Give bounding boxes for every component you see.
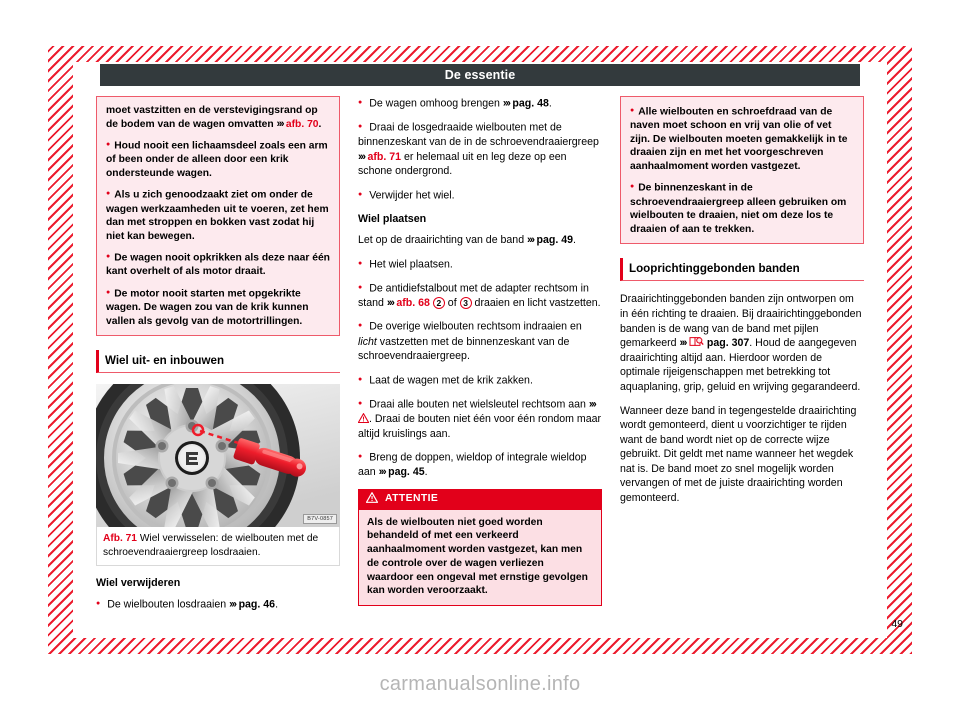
reference-arrows-icon: ››› — [229, 598, 236, 611]
middle-bullet-item — [358, 450, 602, 480]
bullet-text: Draai de losgedraaide wielbouten met de binnenzeskant van de in de schroevendraaiergreep — [358, 121, 599, 149]
reference-link-afb70[interactable]: afb. 70 — [285, 118, 319, 130]
warning-triangle-icon — [358, 413, 369, 423]
callout-number-2: 2 — [433, 297, 445, 309]
bullet-text-end: er helemaal uit en leg deze op een schone ondergrond. — [358, 150, 567, 178]
left-column — [96, 96, 340, 626]
right-paragraph-1 — [620, 292, 864, 394]
bullet-text: Breng de doppen, wieldop of integrale wieldop aan — [358, 451, 587, 479]
figure-71 — [96, 384, 340, 566]
note-bullet-text: De binnenzeskant in de schroevendraaiergreep alleen gebruiken om wielbouten te draaien, niet om deze los te draaien of aan te trekken. — [630, 182, 847, 235]
middle-bullet-item — [358, 281, 602, 311]
note-bullet-item — [630, 180, 854, 236]
callout-number-3: 3 — [460, 297, 472, 309]
sub-heading-wiel-plaatsen — [358, 213, 602, 225]
left-warning-note-box — [96, 96, 340, 336]
middle-bullet-item — [358, 188, 602, 203]
note-bullet-text: Alle wielbouten en schroefdraad van de naven moet schoon en vrij van olie of vet zijn. De wielbouten moeten gemakkelijk in te draaien zijn en met het voorgeschreven aanhaalmoment worden vastgezet. — [630, 106, 848, 172]
bullet-text: Verwijder het wiel. — [369, 189, 455, 202]
note-bullet-text: De wagen nooit opkrikken als deze naar één kant overhelt of als motor draait. — [106, 252, 330, 278]
note-bullet-item — [106, 138, 330, 180]
bullet-text: De antidiefstalbout met de adapter rechtsom in stand — [358, 282, 589, 309]
attention-box-title: ATTENTIE — [385, 493, 439, 505]
reference-arrows-icon: ››› — [502, 97, 510, 110]
note-bullet-item — [106, 187, 330, 243]
reference-link-pag48[interactable]: pag. 48 — [512, 97, 549, 110]
sub-heading-label: Wiel plaatsen — [358, 213, 427, 226]
reference-arrows-icon: ››› — [527, 234, 534, 247]
middle-bullet-item — [358, 373, 602, 388]
bullet-text-end: . — [275, 598, 279, 611]
section-heading-looprichtinggebonden-banden — [620, 258, 864, 281]
middle-bullet-item — [358, 319, 602, 363]
middle-bullet-item — [358, 257, 602, 272]
left-bullet-item — [96, 597, 340, 612]
bullet-text: Laat de wagen met de krik zakken. — [369, 374, 533, 387]
page-header-title: De essentie — [444, 68, 516, 82]
section-heading-wiel-uit-en-inbouwen — [96, 350, 340, 373]
middle-bullet-item — [358, 96, 602, 111]
note-text-end: . — [318, 118, 322, 130]
bullet-text-end: vastzetten met de binnenzeskant van de schroevendraaiergreep. — [358, 335, 570, 363]
paragraph-text-end: . — [573, 234, 576, 247]
reference-link-pag45[interactable]: pag. 45 — [388, 466, 425, 479]
reference-arrows-icon: ››› — [588, 398, 596, 411]
reference-arrows-icon: ››› — [378, 466, 386, 479]
note-bullet-text: De motor nooit starten met opgekrikte wagen. De wagen zou van de krik kunnen vallen als gevolg van de motortrillingen. — [106, 288, 309, 327]
reference-arrows-icon: ››› — [386, 296, 394, 309]
site-watermark: carmanualsonline.info — [379, 673, 581, 695]
middle-bullet-item — [358, 397, 602, 441]
book-search-icon — [689, 336, 704, 347]
reference-link-pag49[interactable]: pag. 49 — [536, 234, 574, 247]
bullet-text-emphasis: licht — [358, 335, 377, 348]
middle-bullet-item — [358, 120, 602, 179]
seat-logo — [186, 452, 198, 465]
note-paragraph-continuation — [106, 104, 330, 131]
figure-caption-text: Wiel verwisselen: de wielbouten met de schroevendraaiergreep losdraaien. — [103, 533, 319, 558]
paragraph-text-end: . Houd de aangegeven draairichting altijd aan. Hierdoor worden de optimale rijeigenschappen met betrekking tot aquaplaning, grip, geluid en wrijving gegarandeerd. — [620, 337, 861, 393]
page-header-bar — [100, 64, 860, 86]
sub-heading-label: Wiel verwijderen — [96, 577, 181, 590]
note-bullet-text: Houd nooit een lichaamsdeel zoals een arm of been onder de alleen door een krik ondersteunde wagen. — [106, 140, 328, 179]
bullet-text: De overige wielbouten rechtsom indraaien en — [369, 320, 582, 333]
reference-link-afb68[interactable]: afb. 68 — [396, 296, 430, 309]
right-column — [620, 96, 864, 626]
note-bullet-item — [630, 104, 854, 173]
figure-caption-label: Afb. 71 — [103, 533, 137, 545]
three-column-layout — [96, 96, 864, 626]
bullet-text: Draai alle bouten net wielsleutel rechtsom aan — [369, 398, 586, 411]
section-heading-label: Wiel uit- en inbouwen — [105, 354, 225, 368]
note-text: moet vastzitten en de verstevigingsrand op de bodem van de wagen omvatten — [106, 105, 318, 130]
bullet-text-end: . — [548, 97, 552, 110]
page-number: 49 — [891, 618, 903, 630]
reference-arrows-icon: ››› — [679, 337, 686, 350]
reference-link-pag307[interactable]: pag. 307 — [706, 337, 750, 350]
paragraph-text: Let op de draairichting van de band — [358, 234, 525, 247]
reference-link-pag46[interactable]: pag. 46 — [238, 598, 276, 611]
bullet-text-end: draaien en licht vastzetten. — [474, 296, 601, 309]
attention-box — [358, 489, 602, 606]
right-warning-note-box — [620, 96, 864, 244]
bullet-text-mid: of — [447, 296, 457, 309]
attention-box-body: Als de wielbouten niet goed worden behandeld of met een verkeerd aanhaalmoment worden vastgezet, kan men de controle over de wagen verliezen waardoor een ongeval met ernstige gevolgen kan worden veroorzaakt. — [358, 510, 602, 606]
note-bullet-item — [106, 250, 330, 279]
reference-arrows-icon: ››› — [276, 117, 284, 130]
middle-column — [358, 96, 602, 626]
reference-arrows-icon: ››› — [358, 150, 365, 163]
bullet-text: Het wiel plaatsen. — [369, 258, 453, 271]
wheel-photo — [96, 384, 340, 527]
figure-caption — [96, 527, 340, 566]
bullet-text-end: . — [424, 466, 428, 479]
reference-link-afb71[interactable]: afb. 71 — [367, 150, 402, 163]
attention-box-header — [358, 489, 602, 510]
note-bullet-text: Als u zich genoodzaakt ziet om onder de wagen werkzaamheden uit te voeren, zet hem dan met stroppen en bokken vast zodat hij niet kan bewegen. — [106, 189, 329, 242]
warning-triangle-icon — [366, 492, 378, 506]
bullet-text: De wagen omhoog brengen — [369, 97, 500, 110]
sub-heading-wiel-verwijderen — [96, 577, 340, 589]
section-heading-label: Looprichtinggebonden banden — [629, 262, 800, 276]
figure-image-code: B7V-0857 — [303, 514, 337, 524]
paragraph-text: Draairichtinggebonden banden zijn ontworpen om in één richting te draaien. Bij draairichtinggebonden banden is de wang van de band met pijlen gemarkeerd — [620, 293, 862, 350]
right-paragraph-2: Wanneer deze band in tegengestelde draairichting wordt gemonteerd, dient u voorzichtiger te rijden want de band wordt niet op de correcte wijze gebruikt. Dit geldt met name wanneer het wegdek nat is. De band moet zo snel mogelijk worden vervangen of met de juiste draairichting worden gemonteerd. — [620, 404, 857, 505]
note-bullet-item — [106, 286, 330, 328]
wheel-illustration — [96, 384, 340, 527]
middle-intro-paragraph — [358, 233, 602, 248]
bullet-text-end: . Draai de bouten niet één voor één rondom maar altijd kruislings aan. — [358, 412, 602, 440]
bullet-text: De wielbouten losdraaien — [107, 598, 227, 611]
